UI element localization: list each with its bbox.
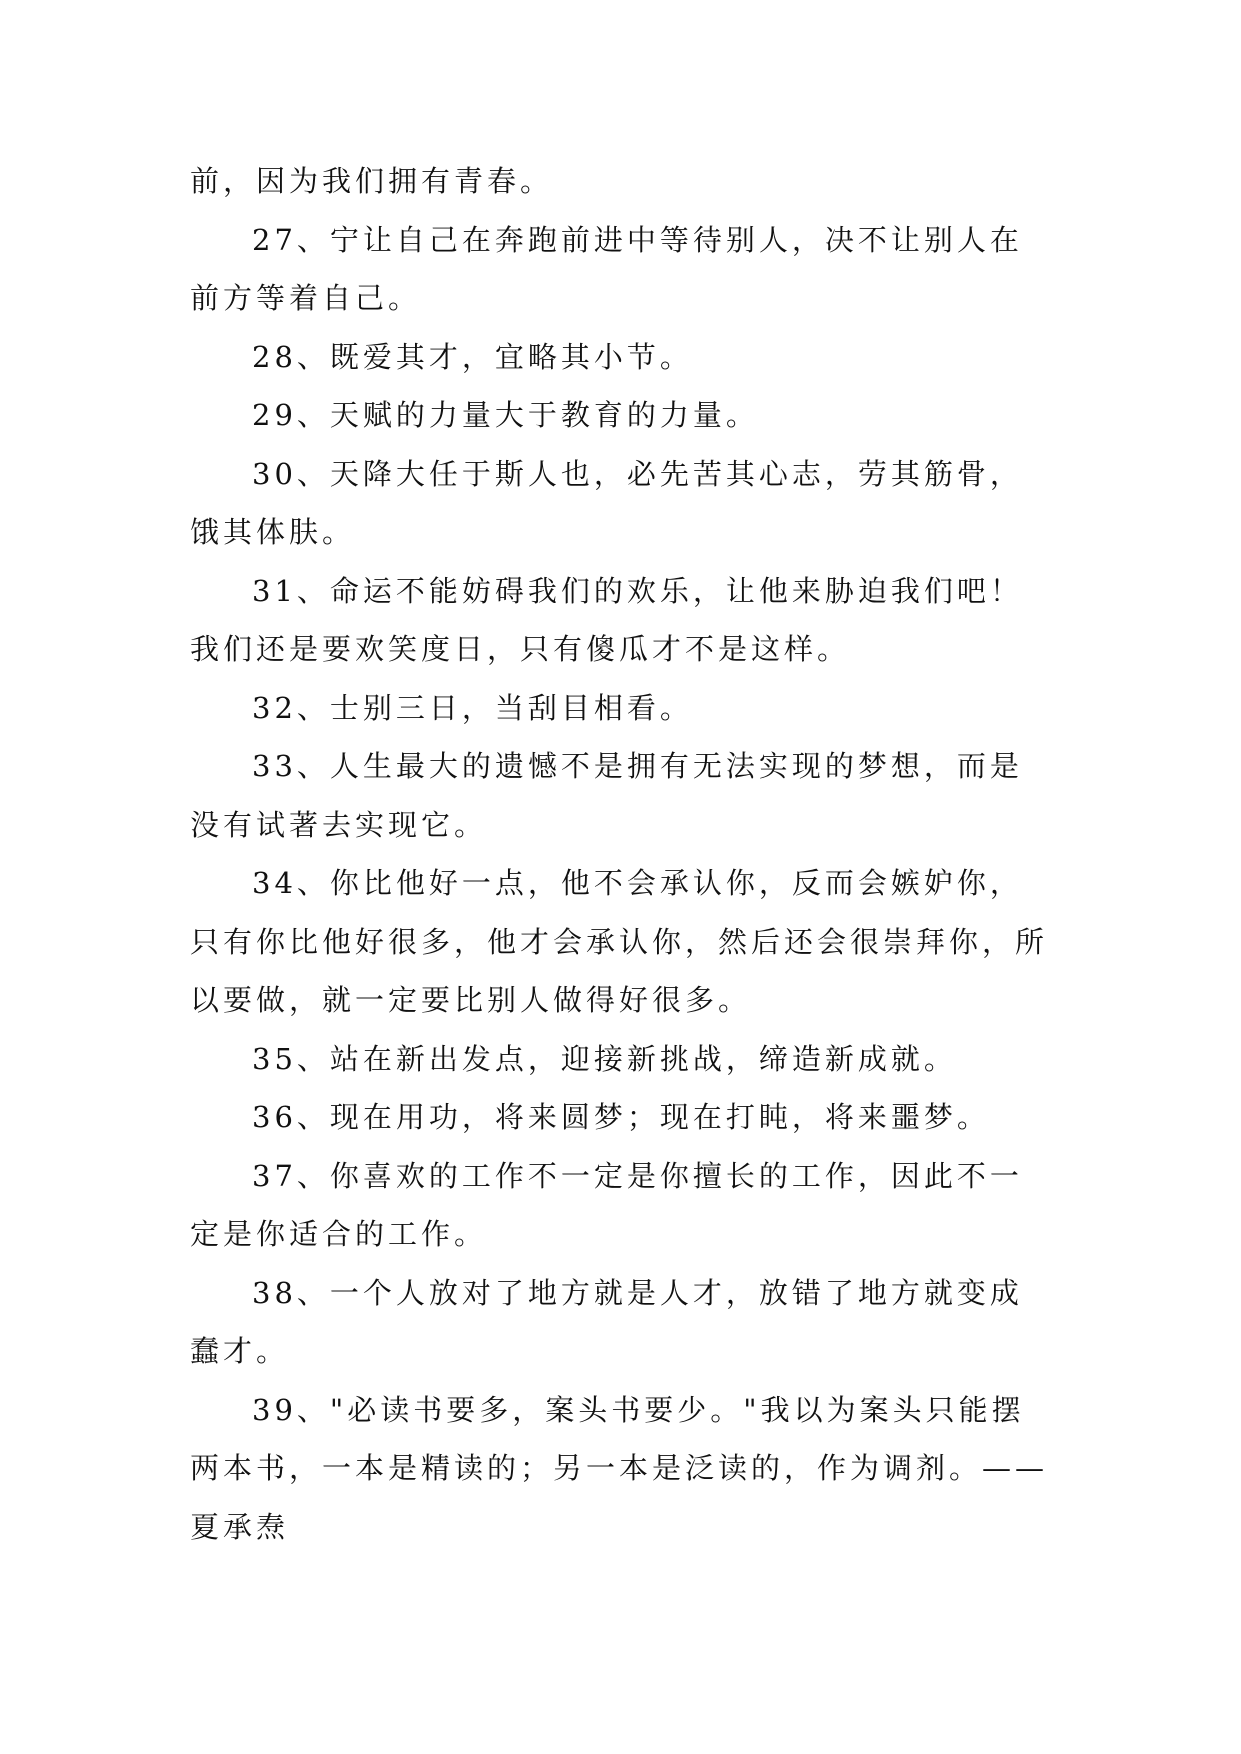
paragraph-37: 37、你喜欢的工作不一定是你擅长的工作，因此不一定是你适合的工作。 (190, 1158, 1023, 1251)
paragraph-28: 28、既爱其才，宜略其小节。 (252, 339, 693, 374)
paragraph-29: 29、天赋的力量大于教育的力量。 (252, 398, 759, 432)
paragraph-27: 27、宁让自己在奔跑前进中等待别人，决不让别人在前方等着自己。 (190, 222, 1023, 315)
paragraph-38: 38、一个人放对了地方就是人才，放错了地方就变成蠢才。 (190, 1275, 1023, 1368)
paragraph-39: 39、"必读书要多，案头书要少。"我以为案头只能摆两本书，一本是精读的；另一本是泛读的，作为调剂。——夏承焘 (190, 1392, 1049, 1544)
paragraph-32: 32、士别三日，当刮目相看。 (252, 690, 693, 725)
paragraph-35: 35、站在新出发点，迎接新挑战，缔造新成就。 (252, 1041, 957, 1076)
paragraph-33: 33、人生最大的遗憾不是拥有无法实现的梦想，而是没有试著去实现它。 (190, 749, 1023, 842)
paragraph-continuation: 前，因为我们拥有青春。 (190, 164, 554, 198)
paragraph-34: 34、你比他好一点，他不会承认你，反而会嫉妒你，只有你比他好很多，他才会承认你，然后还会很崇拜你，所以要做，就一定要比别人做得好很多。 (190, 866, 1049, 1017)
paragraph-36: 36、现在用功，将来圆梦；现在打盹，将来噩梦。 (252, 1100, 990, 1134)
document-page (190, 152, 1050, 1556)
paragraph-30: 30、天降大任于斯人也，必先苦其心志，劳其筋骨，饿其体肤。 (190, 456, 1023, 549)
paragraph-31: 31、命运不能妨碍我们的欢乐，让他来胁迫我们吧！我们还是要欢笑度日，只有傻瓜才不是这样。 (190, 573, 1023, 666)
